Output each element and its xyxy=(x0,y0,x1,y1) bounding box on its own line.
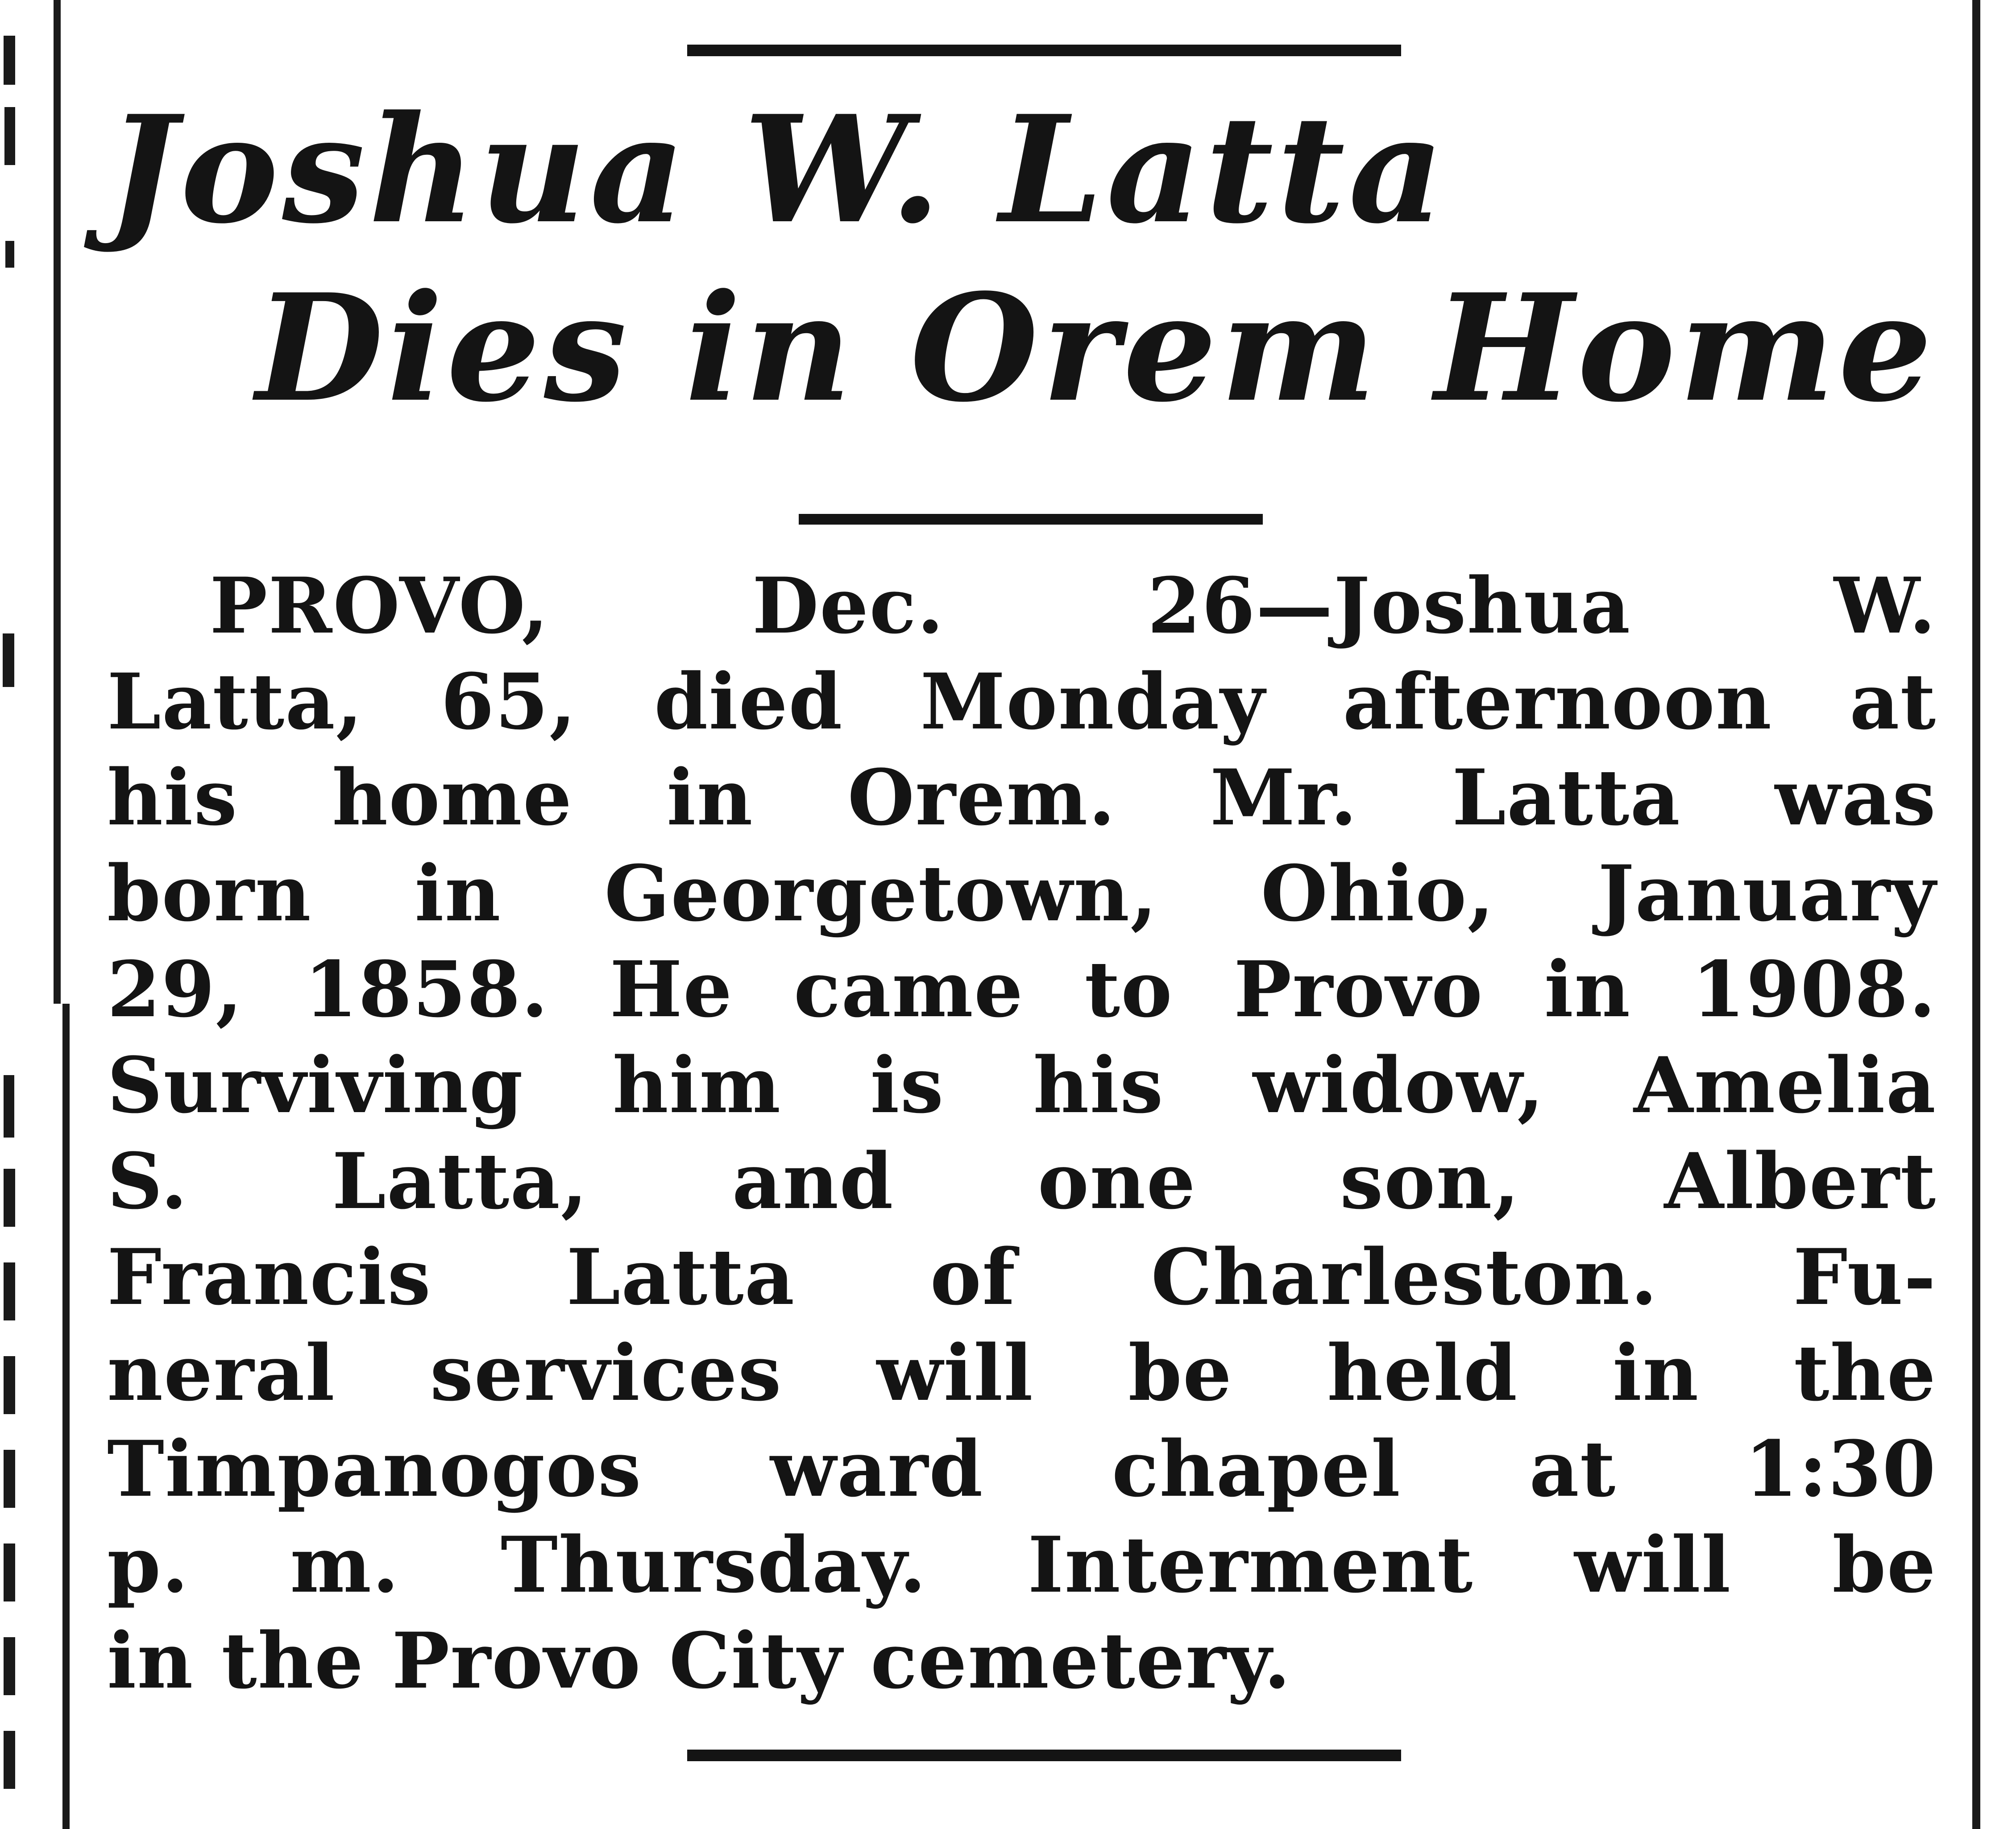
adjacent-column-fragment xyxy=(4,1731,15,1789)
adjacent-column-fragment xyxy=(5,241,14,268)
body-line: Timpanogos ward chapel at 1:30 xyxy=(107,1423,1937,1514)
column-rule-left-upper xyxy=(54,0,61,1004)
column-rule-right xyxy=(1972,0,1980,1829)
body-line: PROVO, Dec. 26—Joshua W. xyxy=(210,560,1937,651)
body-line: S. Latta, and one son, Albert xyxy=(107,1136,1937,1226)
body-line: Surviving him is his widow, Amelia xyxy=(107,1040,1937,1130)
adjacent-column-fragment xyxy=(3,633,14,687)
adjacent-column-fragment xyxy=(4,1262,15,1320)
article-end-rule xyxy=(687,1750,1401,1761)
adjacent-column-fragment xyxy=(4,1543,15,1601)
column-rule-left-lower xyxy=(62,1004,70,1829)
headline-top-rule xyxy=(687,45,1401,56)
adjacent-column-fragment xyxy=(4,107,15,165)
body-line: born in Georgetown, Ohio, January xyxy=(107,848,1937,939)
body-line: 29, 1858. He came to Provo in 1908. xyxy=(107,944,1937,1035)
adjacent-column-fragment xyxy=(4,1169,15,1227)
adjacent-column-fragment xyxy=(4,1075,14,1138)
body-line: Latta, 65, died Monday afternoon at xyxy=(107,656,1937,747)
adjacent-column-fragment xyxy=(4,1450,15,1508)
adjacent-column-fragment xyxy=(4,1356,15,1414)
body-line: p. m. Thursday. Interment will be xyxy=(107,1519,1937,1610)
body-line: his home in Orem. Mr. Latta was xyxy=(107,752,1937,843)
body-line: Francis Latta of Charleston. Fu- xyxy=(107,1232,1937,1322)
headline-divider xyxy=(799,514,1263,525)
body-line: in the Provo City cemetery. xyxy=(107,1615,1291,1706)
adjacent-column-fragment xyxy=(4,36,15,85)
body-line: neral services will be held in the xyxy=(107,1328,1937,1418)
adjacent-column-fragment xyxy=(4,1637,15,1695)
headline-line-2: Dies in Orem Home xyxy=(256,261,1936,434)
article-body xyxy=(107,558,1937,1709)
headline-line-1: Joshua W. Latta xyxy=(107,83,1448,256)
